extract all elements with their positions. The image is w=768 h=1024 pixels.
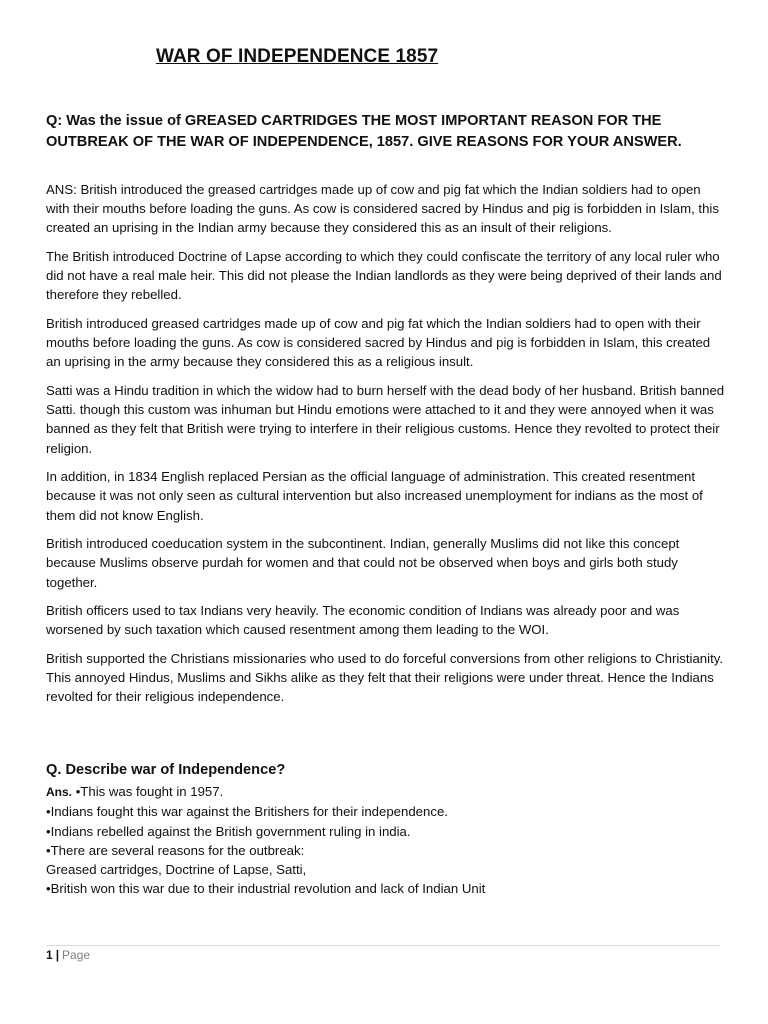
footer-divider (46, 945, 720, 946)
answer-body (46, 180, 726, 716)
answer-text: •This was fought in 1957. (75, 784, 224, 799)
footer-separator: | (55, 948, 60, 962)
page-footer (46, 948, 90, 962)
answer-line: •British won this war due to their industrial revolution and lack of Indian Unit (46, 881, 486, 897)
answer-line: •Indians rebelled against the British government ruling in india. (46, 823, 411, 839)
answer-line: •Indians fought this war against the Britishers for their independence. (46, 804, 448, 820)
paragraph: British introduced greased cartridges made up of cow and pig fat which the Indian soldiers had to open with their mouths before loading the guns. As cow is considered sacred by Hindus and pig is forbidden in Islam, this created an uprising in the army because they considered this as a religious insult. (46, 316, 711, 370)
answer-line: •There are several reasons for the outbreak: (46, 842, 305, 858)
answer-line (46, 782, 726, 802)
question-1: Q: Was the issue of GREASED CARTRIDGES THE MOST IMPORTANT REASON FOR THE OUTBREAK OF THE WAR OF INDEPENDENCE, 1857. GIVE REASONS FOR YOUR ANSWER. (46, 113, 682, 150)
paragraph: British officers used to tax Indians very heavily. The economic condition of Indians was already poor and was worsened by such taxation which caused resentment among them leading to the WOI. (46, 603, 680, 638)
answer-list (46, 782, 726, 899)
document-title: WAR OF INDEPENDENCE 1857 (156, 46, 439, 67)
paragraph: ANS: British introduced the greased cartridges made up of cow and pig fat which the Indian soldiers had to open with their mouths before loading the guns. As cow is considered sacred by Hindus and pig is forbidden in Islam, this created an uprising in the Indian army because they considered this as an insult of their religions. (46, 182, 719, 236)
answer-line: Greased cartridges, Doctrine of Lapse, Satti, (46, 862, 307, 878)
paragraph: British introduced coeducation system in the subcontinent. Indian, generally Muslims did not like this concept because Muslims observe purdah for women and that could not be observed when boys and girls both study together. (46, 536, 680, 590)
paragraph: The British introduced Doctrine of Lapse according to which they could confiscate the territory of any local ruler who did not have a real male heir. This did not please the Indian landlords as they were being deprived of their lands and therefore they rebelled. (46, 249, 722, 303)
page-number: 1 (46, 948, 53, 962)
paragraph: In addition, in 1834 English replaced Persian as the official language of administration. This created resentment because it was not only seen as cultural intervention but also increased unemployment for indians as the most of them did not know English. (46, 469, 703, 523)
paragraph: British supported the Christians missionaries who used to do forceful conversions from other religions to Christianity. This annoyed Hindus, Muslims and Sikhs alike as they felt that their religions were under threat. Hence the Indians revolted for their religious independence. (46, 651, 724, 705)
paragraph: Satti was a Hindu tradition in which the widow had to burn herself with the dead body of her husband. British banned Satti. though this custom was inhuman but Hindu emotions were attached to it and they were annoyed when it was banned as they felt that British were trying to interfere in their religious customs. Hence they revolted to protect their religion. (46, 383, 725, 456)
question-2: Q. Describe war of Independence? (46, 762, 286, 778)
ans-label: Ans. (46, 785, 73, 799)
page-label: Page (62, 948, 91, 962)
